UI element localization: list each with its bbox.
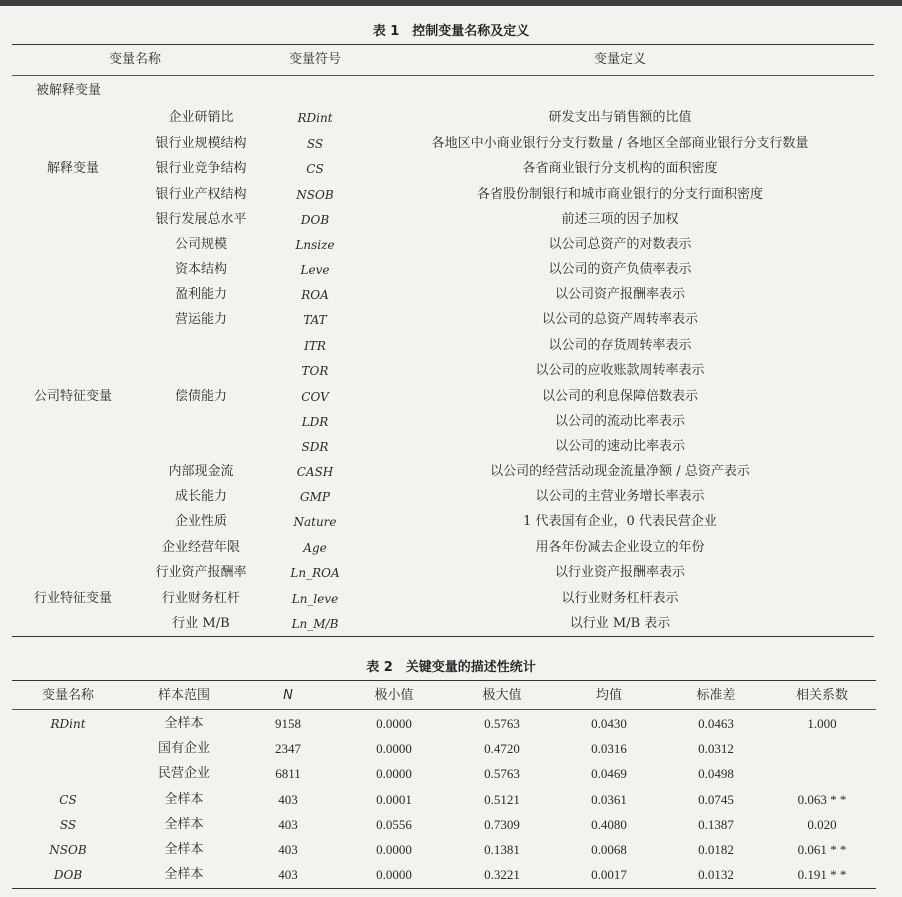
table2-header: N [283, 688, 293, 703]
table1-header-rule [12, 75, 874, 76]
row-name: 银行业竞争结构 [155, 161, 247, 176]
cell-min: 0.0000 [376, 716, 412, 731]
row-name: 盈利能力 [174, 287, 228, 302]
cell-sample: 全样本 [164, 817, 204, 832]
row-definition: 以公司的利息保障倍数表示 [541, 389, 699, 404]
cell-mean: 0.0469 [591, 766, 627, 781]
cell-mean: 0.0068 [591, 842, 627, 857]
cell-max: 0.1381 [484, 842, 520, 857]
table2-bottom-rule [12, 888, 876, 889]
row-name: 公司规模 [174, 237, 228, 252]
cell-n: 6811 [275, 766, 301, 781]
row-symbol: SDR [301, 440, 329, 454]
row-definition: 以公司总资产的对数表示 [548, 237, 692, 252]
cell-var: RDint [50, 717, 86, 731]
row-symbol: CS [306, 162, 324, 176]
row-symbol: ITR [304, 339, 326, 353]
cell-sample: 全样本 [164, 842, 204, 857]
table1-bottom-rule [12, 636, 874, 637]
row-symbol: Leve [300, 263, 330, 277]
row-symbol: LDR [301, 415, 329, 429]
row-definition: 以公司的存货周转率表示 [548, 338, 692, 353]
row-definition: 以行业财务杠杆表示 [561, 591, 679, 606]
cell-var: DOB [53, 868, 83, 882]
row-definition: 以行业 M/B 表示 [569, 616, 671, 631]
row-definition: 以行业资产报酬率表示 [554, 565, 686, 580]
table1-top-rule [12, 44, 874, 45]
cell-var: SS [59, 818, 77, 832]
row-name: 企业性质 [174, 514, 228, 529]
row-name: 行业资产报酬率 [155, 565, 247, 580]
cell-corr: 0.061 * * [797, 842, 847, 857]
row-symbol: Ln_leve [291, 592, 339, 606]
row-symbol: Age [303, 541, 327, 555]
cell-sd: 0.0312 [698, 741, 734, 756]
row-name: 营运能力 [174, 312, 228, 327]
cell-n: 403 [278, 817, 298, 832]
cell-sample: 全样本 [164, 716, 204, 731]
cell-n: 9158 [275, 716, 301, 731]
row-definition: 以公司的主营业务增长率表示 [535, 489, 705, 504]
table1-group-label: 公司特征变量 [33, 389, 113, 404]
cell-n: 2347 [275, 741, 301, 756]
cell-max: 0.5121 [484, 792, 520, 807]
table2-header: 样本范围 [157, 688, 211, 703]
row-name: 行业 M/B [172, 616, 230, 631]
row-name: 资本结构 [174, 262, 228, 277]
cell-min: 0.0000 [376, 766, 412, 781]
cell-mean: 0.0430 [591, 716, 627, 731]
cell-sd: 0.0132 [698, 867, 734, 882]
row-name: 银行发展总水平 [155, 212, 247, 227]
row-symbol: TAT [303, 313, 327, 327]
cell-sd: 0.0463 [698, 716, 734, 731]
cell-n: 403 [278, 867, 298, 882]
row-definition: 各地区中小商业银行分支行数量 / 各地区全部商业银行分支行数量 [431, 136, 809, 151]
row-name: 偿债能力 [174, 389, 228, 404]
row-symbol: NSOB [296, 188, 334, 202]
row-definition: 以公司的应收账款周转率表示 [535, 363, 705, 378]
table2-caption: 表 2 关键变量的描述性统计 [366, 660, 536, 675]
row-definition: 以公司的资产负债率表示 [548, 262, 692, 277]
cell-mean: 0.0017 [591, 867, 627, 882]
row-symbol: Lnsize [295, 238, 335, 252]
row-definition: 用各年份减去企业设立的年份 [535, 540, 705, 555]
row-definition: 以公司的速动比率表示 [554, 439, 686, 454]
cell-n: 403 [278, 842, 298, 857]
cell-min: 0.0001 [376, 792, 412, 807]
table2-header-rule [12, 709, 876, 710]
cell-sd: 0.1387 [698, 817, 734, 832]
table2-header: 均值 [595, 688, 623, 703]
row-symbol: ROA [301, 288, 329, 302]
cell-mean: 0.0361 [591, 792, 627, 807]
table1-caption: 表 1 控制变量名称及定义 [372, 24, 530, 39]
row-symbol: DOB [300, 213, 330, 227]
cell-sample: 全样本 [164, 792, 204, 807]
cell-min: 0.0000 [376, 741, 412, 756]
top-cropped-text-strip [0, 0, 902, 6]
cell-max: 0.5763 [484, 766, 520, 781]
cell-var: NSOB [49, 843, 87, 857]
row-definition: 研发支出与销售额的比值 [548, 110, 692, 125]
table2-header: 极大值 [482, 688, 522, 703]
row-definition: 以公司的流动比率表示 [554, 414, 686, 429]
cell-corr: 0.020 [807, 817, 837, 832]
row-name: 内部现金流 [168, 464, 234, 479]
row-definition: 以公司的总资产周转率表示 [541, 312, 699, 327]
table2-header: 标准差 [696, 688, 736, 703]
row-name: 行业财务杠杆 [161, 591, 241, 606]
cell-max: 0.3221 [484, 867, 520, 882]
cell-sd: 0.0498 [698, 766, 734, 781]
cell-sd: 0.0182 [698, 842, 734, 857]
cell-mean: 0.4080 [591, 817, 627, 832]
cell-max: 0.7309 [484, 817, 520, 832]
table2-header: 极小值 [374, 688, 414, 703]
row-name: 银行业产权结构 [155, 187, 247, 202]
row-definition: 各省股份制银行和城市商业银行的分支行面积密度 [476, 187, 764, 202]
cell-min: 0.0556 [376, 817, 412, 832]
cell-max: 0.4720 [484, 741, 520, 756]
table1-group-label: 解释变量 [46, 161, 100, 176]
cell-min: 0.0000 [376, 867, 412, 882]
table1-header-name: 变量名称 [108, 52, 162, 67]
cell-n: 403 [278, 792, 298, 807]
cell-corr: 0.191 * * [797, 867, 847, 882]
table1-group-label: 被解释变量 [36, 83, 102, 98]
row-symbol: SS [306, 137, 324, 151]
row-name: 企业经营年限 [161, 540, 241, 555]
table1-group-label: 行业特征变量 [33, 591, 113, 606]
row-definition: 以公司资产报酬率表示 [554, 287, 686, 302]
row-symbol: GMP [300, 490, 330, 504]
cell-mean: 0.0316 [591, 741, 627, 756]
table2-header: 变量名称 [41, 688, 95, 703]
cell-var: CS [59, 793, 77, 807]
row-name: 成长能力 [174, 489, 228, 504]
row-definition: 1 代表国有企业，0 代表民营企业 [523, 514, 717, 529]
row-definition: 前述三项的因子加权 [561, 212, 679, 227]
cell-min: 0.0000 [376, 842, 412, 857]
row-symbol: CASH [296, 465, 334, 479]
table1-header-definition: 变量定义 [593, 52, 647, 67]
row-symbol: Nature [293, 515, 337, 529]
row-definition: 各省商业银行分支机构的面积密度 [522, 161, 718, 176]
row-symbol: COV [301, 390, 329, 404]
cell-sample: 全样本 [164, 867, 204, 882]
row-symbol: Ln_M/B [291, 617, 339, 631]
cell-sd: 0.0745 [698, 792, 734, 807]
table2-header: 相关系数 [795, 688, 849, 703]
row-definition: 以公司的经营活动现金流量净额 / 总资产表示 [490, 464, 750, 479]
cell-max: 0.5763 [484, 716, 520, 731]
row-symbol: RDint [297, 111, 333, 125]
row-name: 企业研销比 [168, 110, 234, 125]
row-name: 银行业规模结构 [155, 136, 247, 151]
table2-top-rule [12, 680, 876, 681]
cell-corr: 0.063 * * [797, 792, 847, 807]
cell-sample: 国有企业 [157, 741, 211, 756]
row-symbol: TOR [301, 364, 329, 378]
cell-corr: 1.000 [807, 716, 837, 731]
table1-header-symbol: 变量符号 [288, 52, 342, 67]
cell-sample: 民营企业 [157, 766, 211, 781]
row-symbol: Ln_ROA [290, 566, 340, 580]
